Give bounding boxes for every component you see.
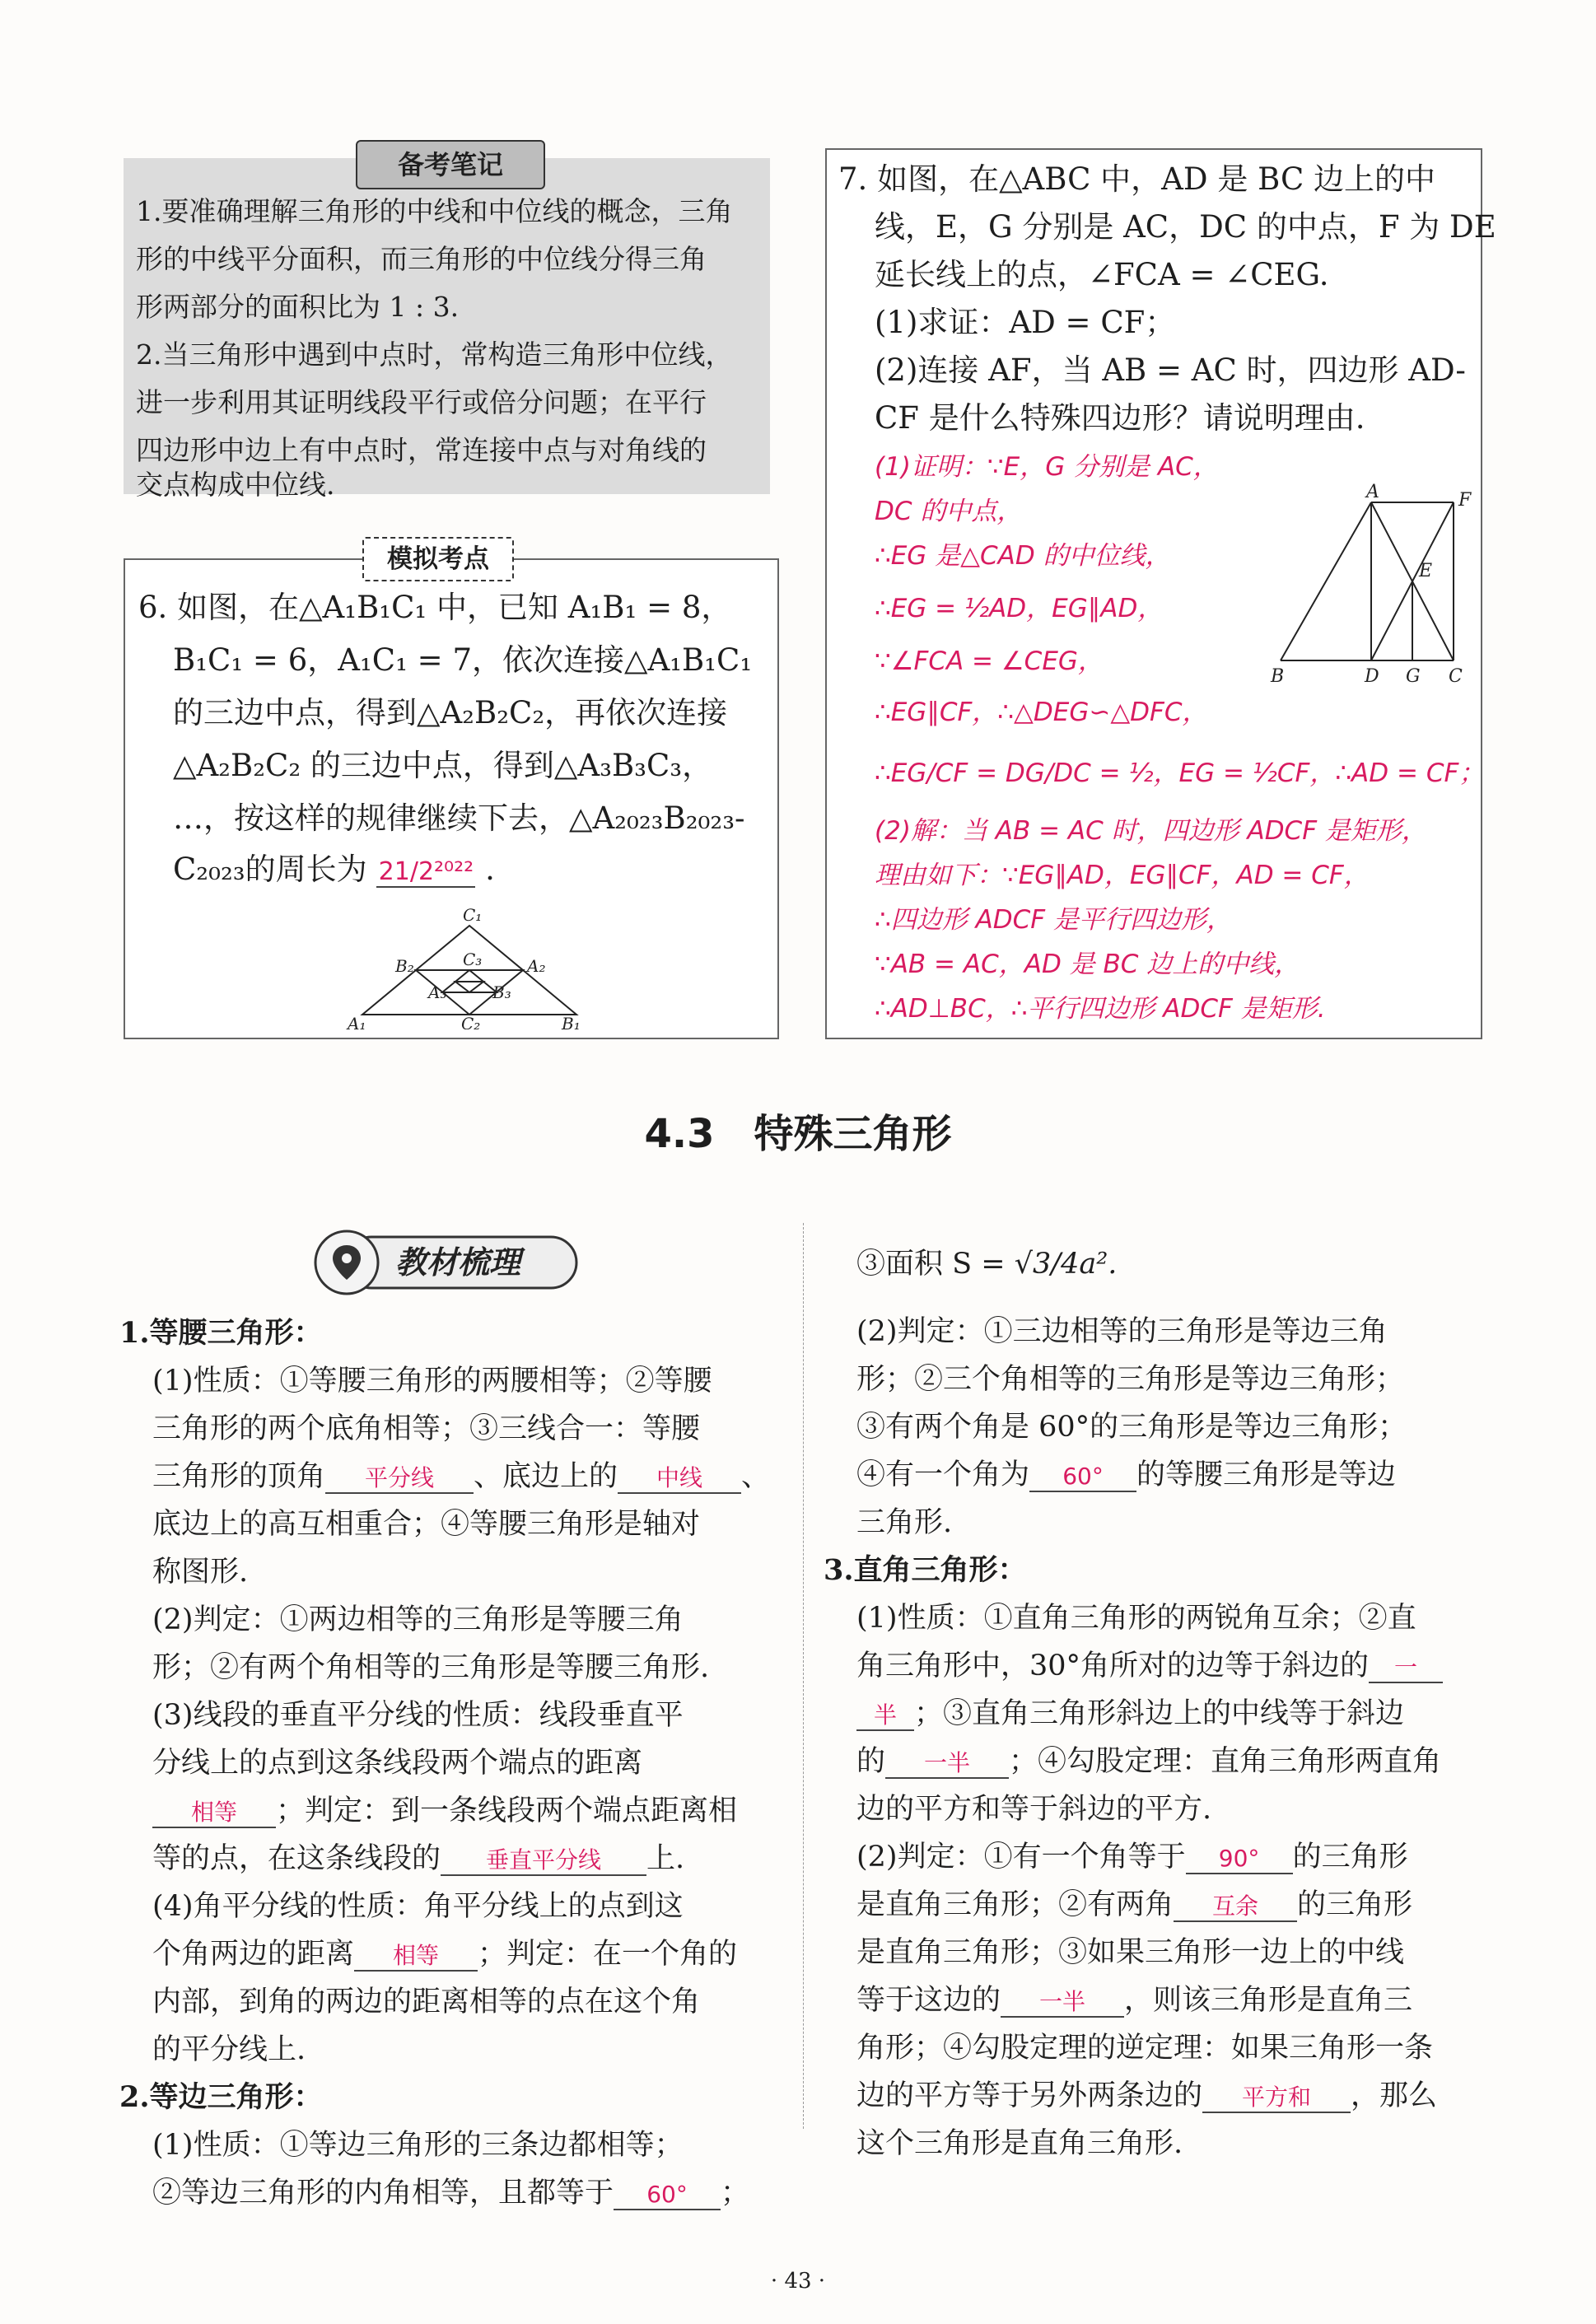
question-7-line: 7. 如图，在△ABC 中，AD 是 BC 边上的中 [838,161,1436,197]
body-line: 称图形. [152,1556,249,1589]
text-segment: ；④勾股定理：直角三角形两直角 [1009,1745,1442,1778]
text-segment: a². [1079,1248,1118,1281]
text-segment: 等的点，在这条线段的 [152,1842,441,1875]
question-6-line: 6. 如图，在△A₁B₁C₁ 中，已知 A₁B₁ = 8， [138,590,732,625]
question-6-line: 的三边中点，得到△A₂B₂C₂，再依次连接 [173,695,728,730]
text-segment: ③面积 S = [856,1248,1006,1281]
column-divider [803,1223,804,2129]
answer-blank: 一半 [1001,1988,1124,2018]
question-7-line: CF 是什么特殊四边形？请说明理由. [875,400,1365,436]
question-7-line: 线，E，G 分别是 AC，DC 的中点，F 为 DE [875,209,1496,245]
nested-triangles-figure [346,906,593,1029]
question-6-line: B₁C₁ = 6，A₁C₁ = 7，依次连接△A₁B₁C₁ [173,642,753,678]
body-line: 角形；④勾股定理的逆定理：如果三角形一条 [856,2032,1434,2065]
note-line: 2.当三角形中遇到中点时，常构造三角形中位线， [136,338,733,371]
answer-blank: 半 [856,1701,914,1731]
label-c2: C₂ [461,1014,481,1029]
body-line [152,1835,684,1883]
question-7-line: 延长线上的点，∠FCA = ∠CEG. [875,257,1329,292]
body-line [856,1738,1441,1785]
body-line [856,1833,1408,1881]
text-segment: 的三角形 [1292,1841,1408,1874]
answer-blank: 互余 [1174,1892,1297,1922]
label-g: G [1406,666,1421,687]
answer-blank: 一 [1369,1654,1443,1683]
body-line: 三角形的两个底角相等；③三线合一：等腰 [152,1412,701,1445]
label-f: F [1458,490,1472,511]
section-title: 4.3 特殊三角形 [644,1111,952,1157]
label-e: E [1419,561,1433,581]
label-a2: A₂ [527,956,546,976]
body-line [152,1930,737,1978]
text-segment: 、 [741,1460,771,1493]
answer-blank: 平分线 [325,1464,474,1494]
question-6-line: △A₂B₂C₂ 的三边中点，得到△A₃B₃C₃， [173,748,713,783]
question-6-prefix: C₂₀₂₃的周长为 [173,852,367,887]
body-line: (2)判定：①三边相等的三角形是等边三角 [856,1315,1388,1348]
text-segment: ； [721,2177,750,2210]
heading-right-triangle: 3.直角三角形： [824,1553,1027,1587]
label-a1: A₁ [348,1014,366,1029]
badge-shape [313,1229,585,1296]
body-line: 是直角三角形；③如果三角形一边上的中线 [856,1936,1405,1969]
answer-blank: 中线 [618,1464,741,1494]
question-7-line: (2)连接 AF，当 AB = AC 时，四边形 AD- [875,352,1466,388]
text-segment: 的 [856,1745,886,1778]
label-c: C [1449,666,1463,687]
answer-line: ∵∠FCA = ∠CEG， [875,646,1104,676]
answer-blank: 相等 [152,1799,276,1828]
note-line: 四边形中边上有中点时，常连接中点与对角线的 [136,434,707,466]
note-line: 进一步利用其证明线段平行或倍分问题；在平行 [136,386,707,418]
answer-line: ∴EG∥CF，∴△DEG∽△DFC， [875,698,1208,727]
body-line: 形；②三个角相等的三角形是等边三角形； [856,1363,1405,1396]
answer-blank: 90° [1186,1845,1293,1874]
body-line: 形；②有两个角相等的三角形是等腰三角形. [152,1651,710,1684]
label-c1: C₁ [463,906,483,925]
text-segment: 个角两边的距离 [152,1938,355,1971]
text-segment: 上. [646,1842,685,1875]
answer-blank: 平方和 [1202,2084,1351,2113]
label-a3: A₃ [428,982,447,1002]
text-segment: 是直角三角形；②有两角 [856,1888,1174,1921]
answer-line: ∴AD⊥BC，∴平行四边形 ADCF 是矩形. [875,994,1326,1024]
note-line: 交点构成中位线. [136,469,335,501]
answer-line: ∵AB = AC，AD 是 BC 边上的中线， [875,950,1300,979]
text-segment: 角三角形中，30°角所对的边等于斜边的 [856,1650,1370,1682]
body-line: 三角形. [856,1506,953,1539]
answer-line: ∴EG = ½AD，EG∥AD， [875,594,1164,623]
mock-exam-tag: 模拟考点 [362,537,514,581]
body-line [856,2072,1437,2120]
answer-line: 理由如下：∵EG∥AD，EG∥CF，AD = CF， [875,861,1370,890]
answer-line: DC 的中点， [875,497,1023,526]
answer-line: ∴EG/CF = DG/DC = ½，EG = ½CF，∴AD = CF； [875,758,1485,788]
note-line: 形的中线平分面积，而三角形的中位线分得三角 [136,243,707,275]
label-b: B [1271,666,1285,687]
answer-blank: 一半 [885,1749,1009,1779]
page-number: · 43 · [770,2269,826,2294]
rectangle-triangle-figure [1264,478,1478,692]
textbook-review-badge [313,1229,585,1296]
heading-isosceles: 1.等腰三角形： [119,1316,323,1350]
text-segment: 的三角形 [1297,1888,1413,1921]
body-line: (4)角平分线的性质：角平分线上的点到这 [152,1890,684,1923]
text-segment: 等于这边的 [856,1984,1001,2017]
text-segment: 的等腰三角形是等边 [1136,1458,1397,1491]
label-d: D [1365,666,1379,687]
answer-blank: 60° [1029,1463,1136,1492]
answer-line: (2)解：当 AB = AC 时，四边形 ADCF 是矩形， [875,816,1427,846]
body-line: 这个三角形是直角三角形. [856,2127,1183,2160]
body-line: ③有两个角是 60°的三角形是等边三角形； [856,1411,1407,1444]
body-line: (1)性质：①等边三角形的三条边都相等； [152,2129,684,2162]
body-line [856,1881,1412,1929]
note-line: 1.要准确理解三角形的中线和中位线的概念，三角 [136,195,733,227]
question-7-line: (1)求证：AD = CF； [875,305,1176,340]
note-line: 形两部分的面积比为 1 : 3. [136,291,460,323]
body-line: 底边上的高互相重合；④等腰三角形是轴对 [152,1508,701,1541]
text-segment: ，那么 [1351,2079,1438,2112]
body-line: (2)判定：①两边相等的三角形是等腰三角 [152,1603,684,1636]
body-line [856,1451,1396,1499]
text-segment: ；③直角三角形斜边上的中线等于斜边 [914,1697,1405,1730]
body-line: (3)线段的垂直平分线的性质：线段垂直平 [152,1699,684,1732]
label-b3: B₃ [492,982,511,1002]
question-6-answer: 21/2²⁰²² [376,858,475,888]
heading-equilateral: 2.等边三角形： [119,2080,323,2114]
body-line: 边的平方和等于斜边的平方. [856,1793,1212,1826]
body-line [856,1240,1117,1288]
text-segment: ；判定：到一条线段两个端点距离相 [276,1794,738,1827]
label-b2: B₂ [395,956,414,976]
answer-blank: 垂直平分线 [441,1846,646,1876]
body-line [152,1787,737,1835]
body-line [856,1976,1412,2024]
question-6-line: …，按这样的规律继续下去，△A₂₀₂₃B₂₀₂₃- [173,800,745,836]
body-line: 分线上的点到这条线段两个端点的距离 [152,1747,643,1780]
label-b1: B₁ [562,1014,581,1029]
body-line: 的平分线上. [152,2033,306,2066]
text-segment: ④有一个角为 [856,1458,1030,1491]
text-segment: 、底边上的 [474,1460,618,1493]
text-segment: ，则该三角形是直角三 [1124,1984,1413,2017]
question-6-last-line [173,843,495,896]
answer-blank: 60° [614,2181,721,2210]
text-segment: ；判定：在一个角的 [478,1938,738,1971]
body-line: (1)性质：①等腰三角形的两腰相等；②等腰 [152,1365,712,1398]
study-notes-tag: 备考笔记 [356,140,545,189]
text-segment: 边的平方等于另外两条边的 [856,2079,1203,2112]
body-line: 内部，到角的两边的距离相等的点在这个角 [152,1986,701,2018]
body-line [856,1690,1404,1738]
label-c3: C₃ [463,950,483,969]
text-segment: 三角形的顶角 [152,1460,326,1493]
text-segment: ②等边三角形的内角相等，且都等于 [152,2177,614,2210]
body-line [152,1453,770,1500]
badge-label: 教材梳理 [395,1244,521,1281]
question-6-suffix: . [485,852,495,887]
answer-line: ∴四边形 ADCF 是平行四边形， [875,905,1232,935]
label-a: A [1366,482,1379,502]
body-line [152,2169,749,2217]
text-segment: (2)判定：①有一个角等于 [856,1841,1186,1874]
body-line [856,1642,1443,1690]
answer-blank: 相等 [354,1942,478,1972]
area-formula: √3/4 [1014,1248,1080,1281]
answer-line: (1)证明：∵E，G 分别是 AC， [875,452,1219,482]
answer-line: ∴EG 是△CAD 的中位线， [875,541,1171,571]
body-line: (1)性质：①直角三角形的两锐角互余；②直 [856,1602,1416,1635]
